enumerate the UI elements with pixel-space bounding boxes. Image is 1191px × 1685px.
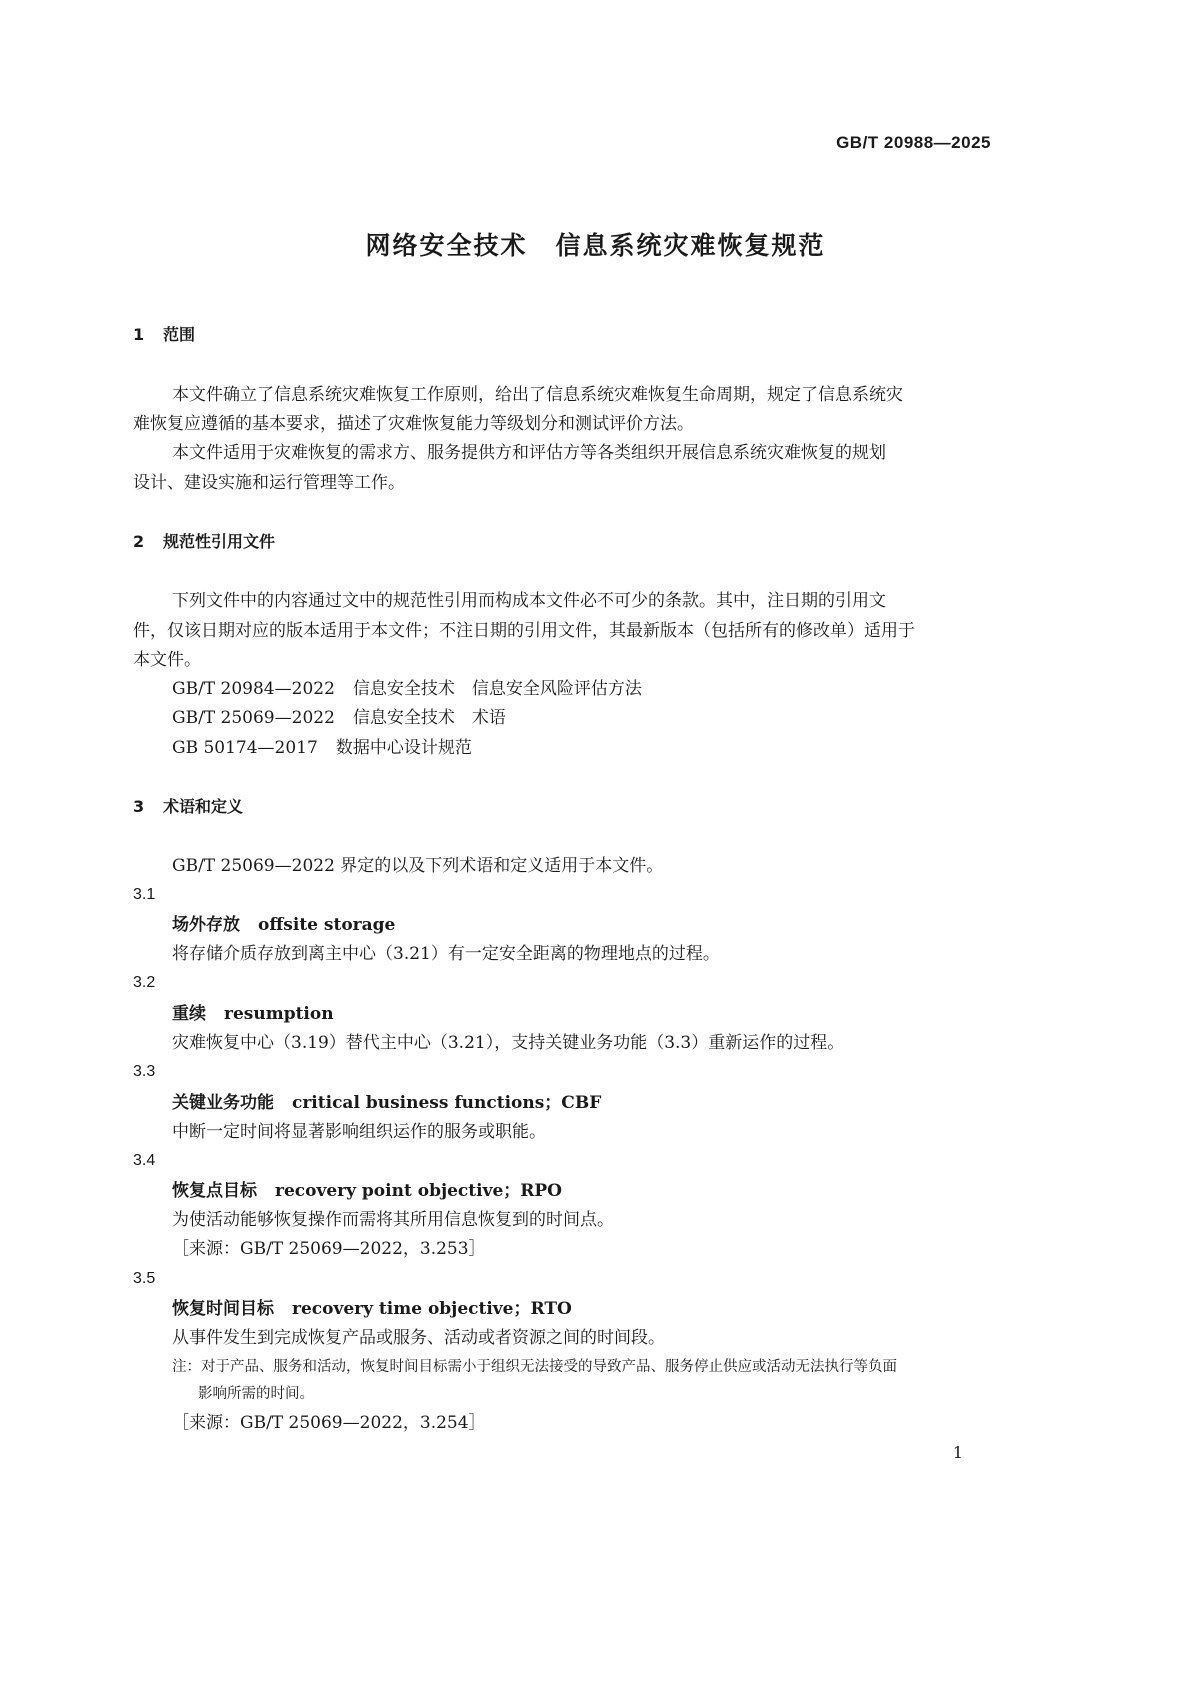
clause-number: 3.4: [133, 1152, 156, 1169]
reference-item: [172, 678, 642, 700]
section-title: 范围: [163, 325, 196, 344]
section-heading-scope: [133, 324, 195, 346]
paragraph-line: 本文件确立了信息系统灾难恢复工作原则，给出了信息系统灾难恢复生命周期，规定了信息系统灾: [172, 385, 903, 405]
clause-number: 3.3: [133, 1063, 156, 1080]
term-zh: 恢复时间目标: [172, 1299, 274, 1319]
title-part-2: 信息系统灾难恢复规范: [555, 231, 826, 260]
reference-title: 数据中心设计规范: [335, 738, 472, 758]
reference-item: [172, 737, 472, 759]
reference-title: 信息安全技术 术语: [352, 708, 506, 728]
term-note: 注：对于产品、服务和活动，恢复时间目标需小于组织无法接受的导致产品、服务停止供应或活动无法执行等负面: [172, 1359, 897, 1375]
term-en: recovery point objective；RPO: [275, 1181, 562, 1201]
page-number: 1: [952, 1443, 963, 1462]
section-number: 2: [133, 532, 145, 551]
section-title: 规范性引用文件: [163, 532, 276, 551]
term-en: offsite storage: [258, 915, 396, 935]
clause-number: 3.2: [133, 974, 156, 991]
term-definition: 为使活动能够恢复操作而需将其所用信息恢复到的时间点。: [172, 1210, 614, 1230]
document-title: [0, 230, 1191, 262]
reference-code: GB 50174—2017: [172, 738, 318, 758]
paragraph-line: 难恢复应遵循的基本要求，描述了灾难恢复能力等级划分和测试评价方法。: [133, 414, 694, 434]
standard-number: GB/T 20988—2025: [836, 133, 991, 152]
paragraph-line: 本文件适用于灾难恢复的需求方、服务提供方和评估方等各类组织开展信息系统灾难恢复的规划: [172, 443, 886, 463]
term-definition: 将存储介质存放到离主中心（3.21）有一定安全距离的物理地点的过程。: [172, 944, 720, 964]
term-definition: 从事件发生到完成恢复产品或服务、活动或者资源之间的时间段。: [172, 1328, 665, 1348]
clause-number: 3.1: [133, 886, 156, 903]
term-heading: [172, 1003, 334, 1025]
section-title: 术语和定义: [163, 797, 244, 816]
term-heading: [172, 1092, 601, 1114]
term-definition: 中断一定时间将显著影响组织运作的服务或职能。: [172, 1122, 546, 1142]
term-source: ［来源：GB/T 25069—2022，3.253］: [172, 1239, 486, 1259]
paragraph-line: GB/T 25069—2022 界定的以及下列术语和定义适用于本文件。: [172, 856, 664, 876]
term-heading: [172, 1298, 572, 1320]
term-en: resumption: [224, 1004, 334, 1024]
section-heading-normative-references: [133, 531, 275, 553]
term-heading: [172, 914, 395, 936]
term-note-continued: 影响所需的时间。: [198, 1386, 314, 1402]
term-zh: 关键业务功能: [172, 1093, 274, 1113]
paragraph-line: 件，仅该日期对应的版本适用于本文件；不注日期的引用文件，其最新版本（包括所有的修改单）适用于: [133, 621, 915, 641]
section-number: 3: [133, 797, 145, 816]
paragraph-line: 下列文件中的内容通过文中的规范性引用而构成本文件必不可少的条款。其中，注日期的引用文: [172, 591, 886, 611]
reference-code: GB/T 20984—2022: [172, 679, 335, 699]
section-heading-terms: [133, 796, 243, 818]
reference-code: GB/T 25069—2022: [172, 708, 335, 728]
section-number: 1: [133, 325, 145, 344]
term-source: ［来源：GB/T 25069—2022，3.254］: [172, 1413, 486, 1433]
term-definition: 灾难恢复中心（3.19）替代主中心（3.21），支持关键业务功能（3.3）重新运作的过程。: [172, 1033, 845, 1053]
clause-number: 3.5: [133, 1270, 156, 1287]
term-en: recovery time objective；RTO: [292, 1299, 572, 1319]
paragraph-line: 本文件。: [133, 650, 201, 670]
reference-item: [172, 707, 506, 729]
reference-title: 信息安全技术 信息安全风险评估方法: [352, 679, 642, 699]
term-zh: 重续: [172, 1004, 206, 1024]
term-zh: 场外存放: [172, 915, 240, 935]
term-heading: [172, 1180, 562, 1202]
term-en: critical business functions；CBF: [292, 1093, 602, 1113]
term-zh: 恢复点目标: [172, 1181, 257, 1201]
title-part-1: 网络安全技术: [365, 231, 528, 260]
paragraph-line: 设计、建设实施和运行管理等工作。: [133, 473, 405, 493]
